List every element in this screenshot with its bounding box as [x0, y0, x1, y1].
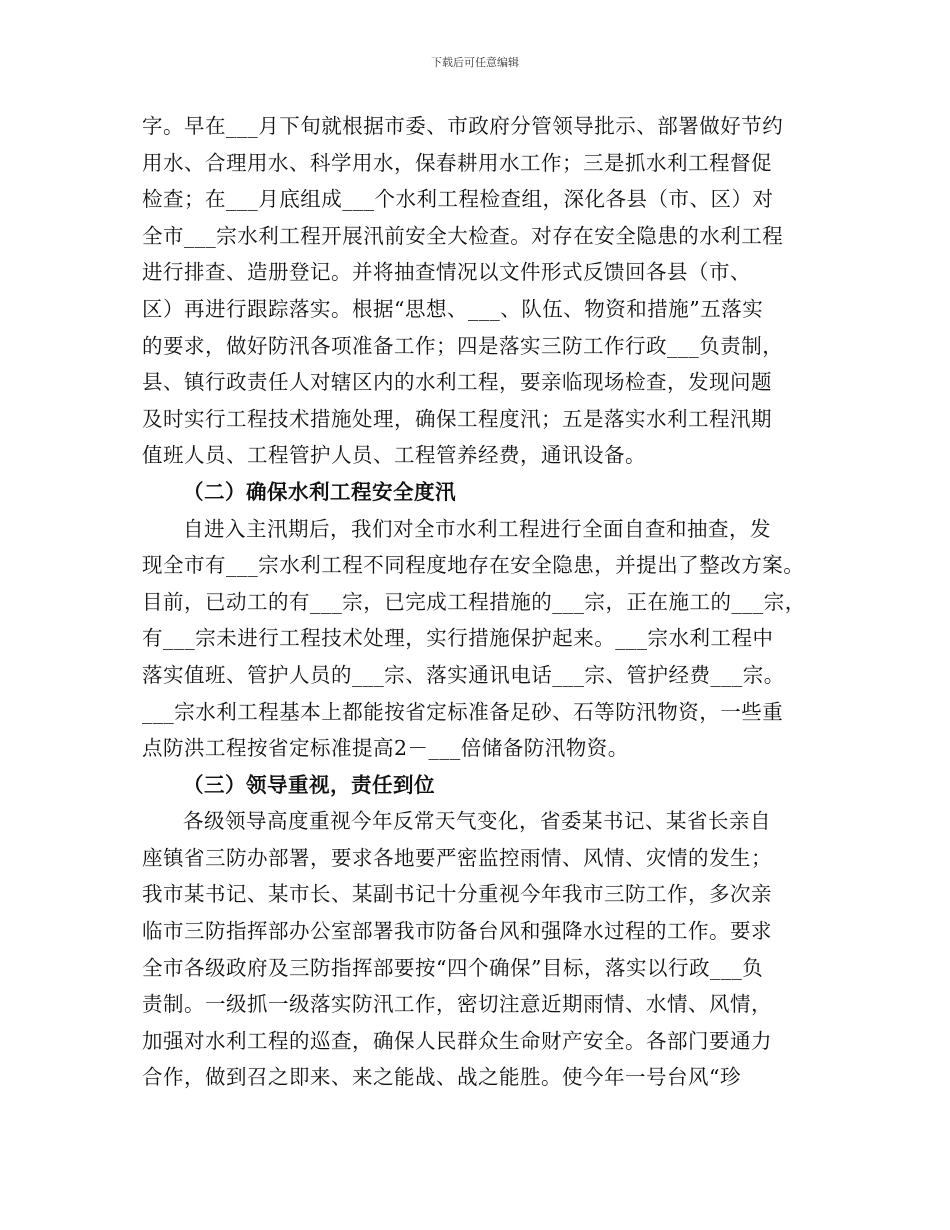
- section-heading: （二）确保水利工程安全度汛: [183, 479, 456, 504]
- text-line: 责制。一级抓一级落实防汛工作，密切注意近期雨情、水情、风情，: [142, 992, 772, 1017]
- text-line: 及时实行工程技术措施处理，确保工程度汛；五是落实水利工程汛期: [142, 406, 772, 431]
- paragraph-first-line: 各级领导高度重视今年反常天气变化，省委某书记、某省长亲自: [183, 809, 771, 834]
- text-line: 落实值班、管护人员的___宗、落实通讯电话___宗、管护经费___宗。: [142, 662, 785, 687]
- text-line: 全市___宗水利工程开展汛前安全大检查。对存在安全隐患的水利工程: [142, 223, 784, 248]
- text-line: 全市各级政府及三防指挥部要按“四个确保”目标，落实以行政___负: [142, 955, 764, 980]
- text-line: 县、镇行政责任人对辖区内的水利工程，要亲临现场检查，发现问题: [142, 370, 772, 395]
- text-line: 加强对水利工程的巡查，确保人民群众生命财产安全。各部门要通力: [142, 1028, 772, 1053]
- page-header: 下载后可任意编辑: [431, 56, 519, 69]
- text-line: 检查；在___月底组成___个水利工程检查组，深化各县（市、区）对: [142, 187, 774, 212]
- text-line: ___宗水利工程基本上都能按省定标准备足砂、石等防汛物资，一些重: [142, 699, 784, 724]
- text-line: 用水、合理用水、科学用水，保春耕用水工作；三是抓水利工程督促: [142, 150, 772, 175]
- text-line: 字。早在___月下旬就根据市委、市政府分管领导批示、部署做好节约: [142, 114, 784, 138]
- text-line: 有___宗未进行工程技术处理，实行措施保护起来。___宗水利工程中: [142, 626, 774, 651]
- text-line: 我市某书记、某市长、某副书记十分重视今年我市三防工作，多次亲: [142, 882, 772, 907]
- text-line: 目前，已动工的有___宗，已完成工程措施的___宗，正在施工的___宗，: [142, 589, 806, 614]
- paragraph-first-line: 自进入主汛期后，我们对全市水利工程进行全面自查和抽查，发: [183, 516, 771, 541]
- text-line: 座镇省三防办部署，要求各地要严密监控雨情、风情、灾情的发生；: [142, 845, 772, 870]
- text-line: 进行排查、造册登记。并将抽查情况以文件形式反馈回各县（市、: [142, 260, 751, 285]
- text-line: 区）再进行跟踪落实。根据“思想、___、队伍、物资和措施”五落实: [142, 296, 764, 321]
- document-body: [142, 108, 822, 1096]
- text-line: 现全市有___宗水利工程不同程度地存在安全隐患，并提出了整改方案。: [142, 553, 805, 578]
- text-line: 点防洪工程按省定标准提高2－___倍储备防汛物资。: [142, 736, 629, 761]
- section-heading: （三）领导重视，责任到位: [183, 772, 435, 797]
- text-line: 合作，做到召之即来、来之能战、战之能胜。使今年一号台风“珍: [142, 1065, 741, 1090]
- text-line: 值班人员、工程管护人员、工程管养经费，通讯设备。: [142, 443, 646, 468]
- text-line: 临市三防指挥部办公室部署我市防备台风和强降水过程的工作。要求: [142, 919, 772, 944]
- text-line: 的要求，做好防汛各项准备工作；四是落实三防工作行政___负责制，: [142, 333, 784, 358]
